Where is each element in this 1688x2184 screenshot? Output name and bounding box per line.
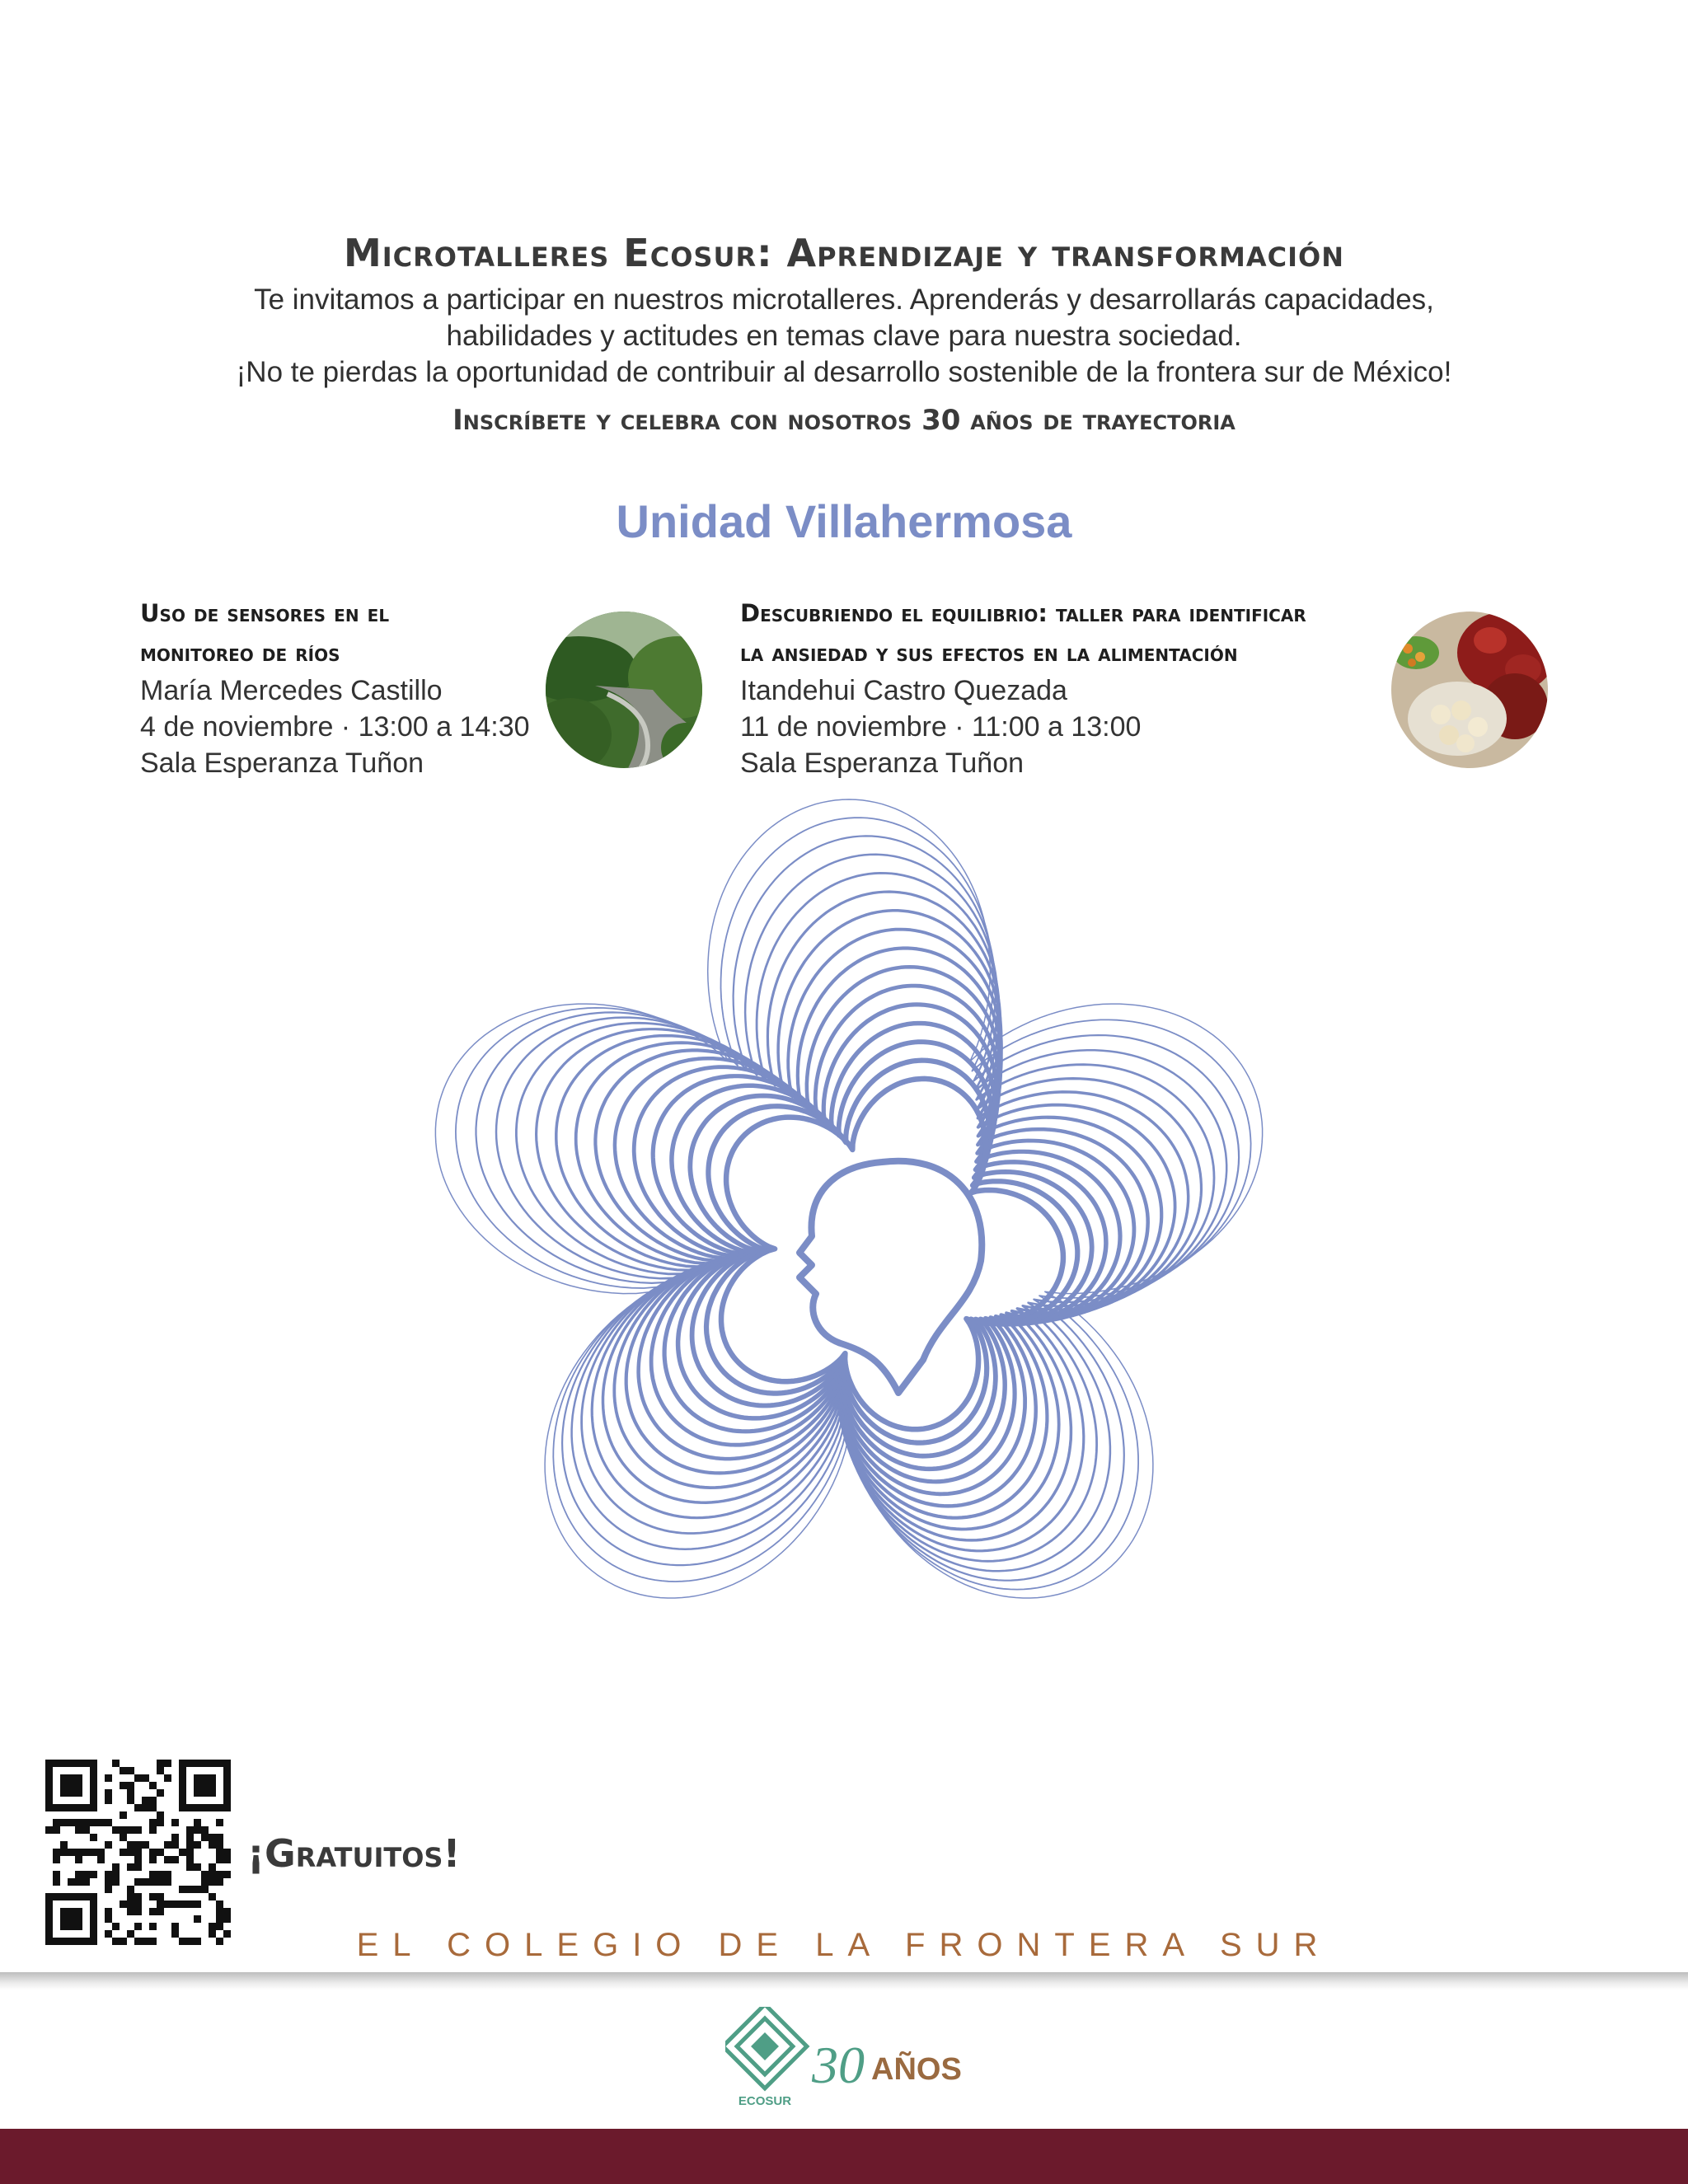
river-photo	[546, 612, 702, 768]
workshop-presenter: Itandehui Castro Quezada	[740, 675, 1067, 706]
workshop-title-line: Descubriendo el equilibrio: taller para identificar	[740, 599, 1306, 627]
tagline: Inscríbete y celebra con nosotros 30 años de trayectoria	[452, 404, 1236, 437]
flower-head-artwork	[412, 783, 1286, 1673]
free-label: ¡Gratuitos!	[247, 1831, 461, 1876]
institution-name: EL COLEGIO DE LA FRONTERA SUR	[356, 1927, 1332, 1963]
unit-heading: Unidad Villahermosa	[616, 495, 1072, 547]
workshop-title-line: Uso de sensores en el	[140, 599, 390, 627]
workshop-schedule: 11 de noviembre · 11:00 a 13:00	[740, 711, 1142, 743]
head-silhouette	[799, 1161, 982, 1393]
workshop-room: Sala Esperanza Tuñon	[740, 748, 1025, 779]
intro-line: ¡No te pierdas la oportunidad de contribuir al desarrollo sostenible de la frontera sur de México!	[236, 356, 1452, 388]
workshop-card-equilibrio	[740, 593, 1400, 781]
page-title: Microtalleres Ecosur: Aprendizaje y transformación	[343, 231, 1344, 275]
logo-anniversary-word: AÑOS	[871, 2052, 962, 2087]
workshop-title-line: la ansiedad y sus efectos en la alimentación	[740, 639, 1238, 667]
divider	[0, 1972, 1688, 1990]
logo-anniversary-number: 30	[812, 2036, 865, 2094]
intro-text	[0, 282, 1688, 391]
qr-code[interactable]	[45, 1760, 231, 1945]
workshop-room: Sala Esperanza Tuñon	[140, 748, 424, 779]
logo-name: ECOSUR	[738, 2094, 792, 2108]
workshop-card-sensors	[140, 593, 552, 781]
intro-line: Te invitamos a participar en nuestros microtalleres. Aprenderás y desarrollarás capacidades,	[254, 284, 1434, 316]
workshop-title	[140, 593, 552, 673]
intro-line: habilidades y actitudes en temas clave para nuestra sociedad.	[446, 320, 1242, 352]
workshop-schedule: 4 de noviembre · 13:00 a 14:30	[140, 711, 530, 743]
footer-bar	[0, 2129, 1688, 2184]
workshop-title-line: monitoreo de ríos	[140, 639, 340, 667]
workshop-title	[740, 593, 1400, 673]
workshop-presenter: María Mercedes Castillo	[140, 675, 443, 706]
header	[0, 231, 1688, 437]
vegetables-photo	[1391, 612, 1548, 768]
